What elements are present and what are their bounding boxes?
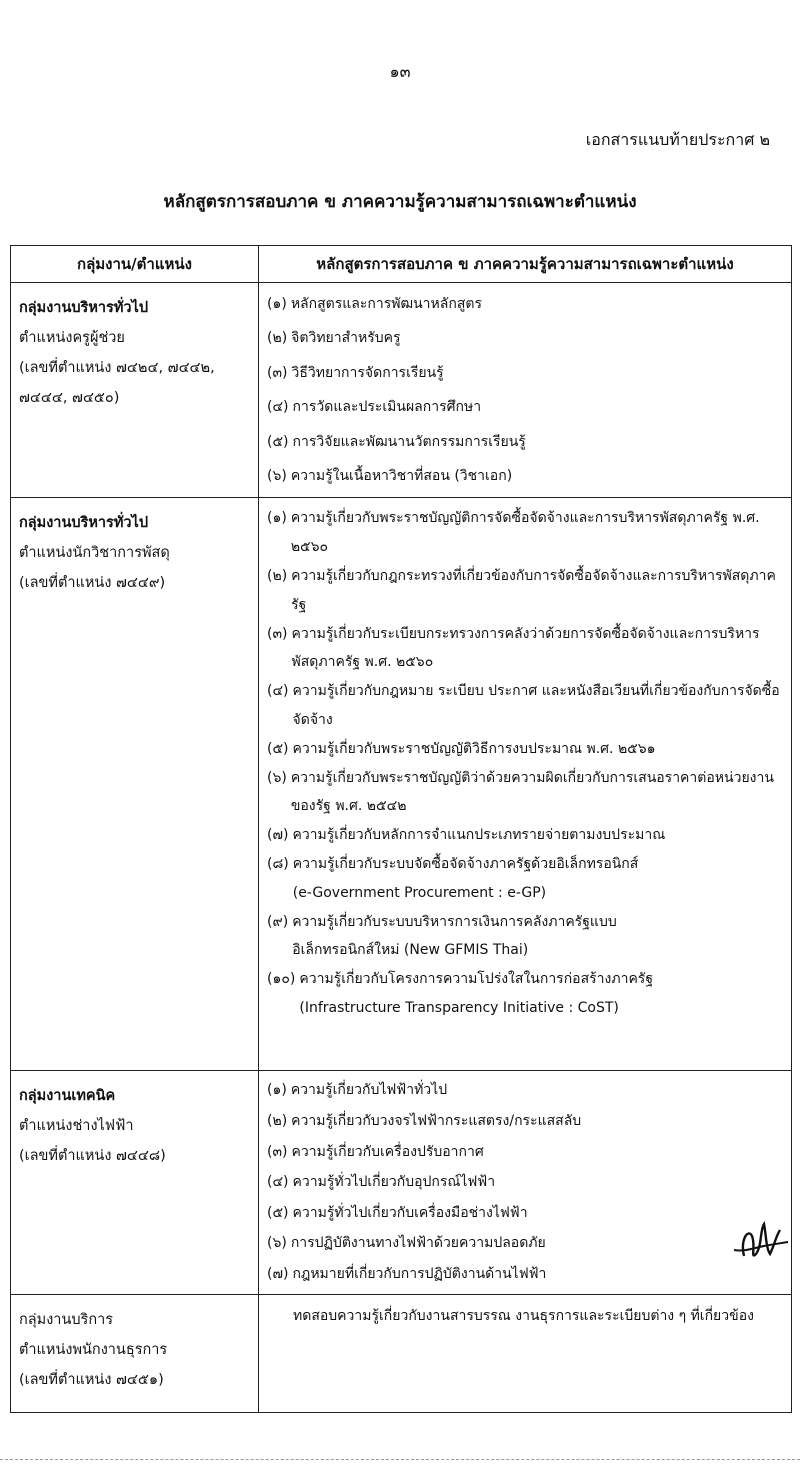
item-number: (๕) [267,433,289,450]
table-header-row [11,246,792,283]
list-item [267,764,785,822]
item-number: (๓) [267,625,288,642]
list-item [267,677,785,735]
list-item [267,1198,785,1229]
item-text: ความรู้เกี่ยวกับกฎกระทรวงที่เกี่ยวข้องกับการจัดซื้อจัดจ้างและการบริหารพัสดุภาครัฐ [291,568,776,613]
list-item [267,321,785,355]
list-item [267,908,785,966]
item-text: ความรู้ทั่วไปเกี่ยวกับเครื่องมือช่างไฟฟ้า [292,1204,528,1221]
subject-list [267,504,785,1022]
item-text-cont: อิเล็กทรอนิกส์ใหม่ (New GFMIS Thai) [292,942,529,959]
item-number: (๔) [267,399,289,416]
group-name: กลุ่มงานบริหารทั่วไป [19,515,149,532]
item-number: (๑) [267,296,287,312]
item-text: วิธีวิทยาการจัดการเรียนรู้ [291,364,444,381]
subjects-cell [259,1294,792,1412]
item-text: การปฏิบัติงานทางไฟฟ้าด้วยความปลอดภัย [290,1235,546,1252]
item-number: (๖) [267,1235,287,1252]
item-text: ความรู้เกี่ยวกับพระราชบัญญัติการจัดซื้อจัดจ้างและการบริหารพัสดุภาครัฐ พ.ศ. ๒๕๖๐ [290,510,760,556]
subjects-cell [259,498,792,1071]
item-text: ความรู้เกี่ยวกับกฎหมาย ระเบียบ ประกาศ และหนังสือเวียนที่เกี่ยวข้องกับการจัดซื้อจัดจ้าง [292,683,780,729]
list-item [267,562,785,620]
item-text: ความรู้เกี่ยวกับระเบียบกระทรวงการคลังว่าด้วยการจัดซื้อจัดจ้างและการบริหารพัสดุภาครัฐ พ.ศ. ๒๕๖๐ [291,625,760,671]
item-number: (๔) [267,1174,289,1191]
position-cell [11,1071,259,1294]
list-item [267,504,785,562]
item-text: ความรู้เกี่ยวกับระบบจัดซื้อจัดจ้างภาครัฐด้วยอิเล็กทรอนิกส์ [292,856,639,872]
position-title: ตำแหน่งครูผู้ช่วย [19,330,125,346]
position-number: (เลขที่ตำแหน่ง ๗๔๕๑) [19,1371,164,1388]
list-item [267,1167,785,1198]
item-number: (๔) [267,683,289,700]
item-number: (๑) [267,1082,287,1099]
list-item [267,850,785,908]
footer-divider [0,1459,800,1460]
item-number: (๒) [267,1113,288,1130]
position-title: ตำแหน่งพนักงานธุรการ [19,1341,168,1358]
item-number: (๑) [267,510,287,527]
position-title: ตำแหน่งช่างไฟฟ้า [19,1118,134,1135]
page-number: ๑๓ [389,62,411,81]
item-text: ความรู้ในเนื้อหาวิชาที่สอน (วิชาเอก) [290,468,513,485]
group-name: กลุ่มงานเทคนิค [19,1088,116,1105]
table-row [11,283,792,498]
item-text: ความรู้ทั่วไปเกี่ยวกับอุปกรณ์ไฟฟ้า [292,1174,496,1191]
table-row [11,498,792,1071]
position-number: (เลขที่ตำแหน่ง ๗๔๒๔, ๗๔๔๒, [19,360,215,376]
item-text: จิตวิทยาสำหรับครู [291,330,401,347]
item-number: (๓) [267,1143,288,1160]
item-number: (๒) [267,330,288,347]
item-text: การวิจัยและพัฒนานวัตกรรมการเรียนรู้ [292,433,526,450]
item-text: ความรู้เกี่ยวกับวงจรไฟฟ้ากระแสตรง/กระแสสลับ [291,1113,582,1130]
item-number: (๓) [267,364,288,381]
item-number: (๙) [267,913,289,930]
item-text: ความรู้เกี่ยวกับเครื่องปรับอากาศ [291,1143,484,1160]
item-text: ความรู้เกี่ยวกับพระราชบัญญัติว่าด้วยความผิดเกี่ยวกับการเสนอราคาต่อหน่วยงานของรัฐ พ.ศ. ๒๕๔๒ [290,769,774,815]
item-text: ความรู้เกี่ยวกับหลักการจำแนกประเภทรายจ่ายตามงบประมาณ [292,827,666,844]
item-text: ความรู้เกี่ยวกับไฟฟ้าทั่วไป [290,1082,448,1099]
item-number: (๗) [267,1266,289,1282]
header-curriculum: หลักสูตรการสอบภาค ข ภาคความรู้ความสามารถเฉพาะตำแหน่ง [259,246,792,283]
list-item [267,1137,785,1168]
subject-list [267,1075,785,1289]
list-item [267,390,785,424]
list-item [267,459,785,493]
item-text: ความรู้เกี่ยวกับพระราชบัญญัติวิธีการงบประมาณ พ.ศ. ๒๕๖๑ [292,740,656,757]
list-item [267,620,785,678]
item-number: (๒) [267,568,288,585]
list-item [267,1259,785,1290]
item-number: (๘) [267,856,289,872]
item-number: (๗) [267,827,289,844]
position-number: (เลขที่ตำแหน่ง ๗๔๔๘) [19,1148,166,1165]
item-text: การวัดและประเมินผลการศึกษา [292,399,482,416]
item-text: ความรู้เกี่ยวกับระบบบริหารการเงินการคลังภาครัฐแบบ [292,913,617,930]
subject-list [267,287,785,493]
group-name: กลุ่มงานบริหารทั่วไป [19,300,149,316]
signature-mark [730,1210,790,1265]
item-text-cont: (e-Government Procurement : e-GP) [292,884,547,901]
item-number: (๑๐) [267,971,296,988]
item-number: (๖) [267,769,287,786]
table-row [11,1071,792,1294]
list-item [267,1106,785,1137]
position-number-cont: ๗๔๔๔, ๗๔๕๐) [19,390,120,406]
item-number: (๕) [267,740,289,757]
position-title: ตำแหน่งนักวิชาการพัสดุ [19,545,170,562]
item-text: หลักสูตรและการพัฒนาหลักสูตร [290,296,482,312]
position-cell [11,283,259,498]
item-text: ความรู้เกี่ยวกับโครงการความโปร่งใสในการก่อสร้างภาครัฐ [299,971,654,988]
position-cell [11,498,259,1071]
document-title: หลักสูตรการสอบภาค ข ภาคความรู้ความสามารถเฉพาะตำแหน่ง [163,192,637,212]
header-position: กลุ่มงาน/ตำแหน่ง [11,246,259,283]
item-number: (๖) [267,468,287,485]
subjects-cell [259,283,792,498]
table-row [11,1294,792,1412]
curriculum-table [10,245,792,1413]
list-item [267,1228,785,1259]
subjects-cell [259,1071,792,1294]
item-text: กฎหมายที่เกี่ยวกับการปฏิบัติงานด้านไฟฟ้า [292,1266,547,1282]
list-item [267,735,785,764]
curriculum-description: ทดสอบความรู้เกี่ยวกับงานสารบรรณ งานธุรการและระเบียบต่าง ๆ ที่เกี่ยวข้อง [293,1307,754,1324]
group-name: กลุ่มงานบริการ [19,1311,114,1328]
item-number: (๕) [267,1204,289,1221]
position-cell [11,1294,259,1412]
list-item [267,821,785,850]
list-item [267,287,785,321]
list-item [267,965,785,1023]
list-item [267,425,785,459]
item-text-cont: (Infrastructure Transparency Initiative : CoST) [299,999,619,1016]
attachment-label: เอกสารแนบท้ายประกาศ ๒ [585,130,770,149]
list-item [267,1075,785,1106]
position-number: (เลขที่ตำแหน่ง ๗๔๔๙) [19,575,166,592]
list-item [267,356,785,390]
